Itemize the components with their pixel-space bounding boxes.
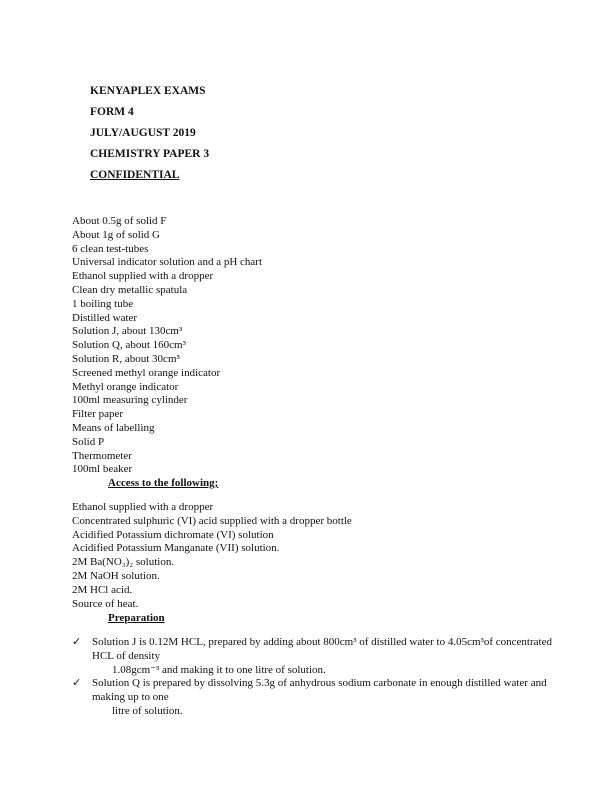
list-item: Universal indicator solution and a pH chart [72, 256, 263, 269]
list-item: Source of heat. [72, 597, 139, 610]
list-item: 6 clean test-tubes [72, 242, 149, 255]
header-paper: CHEMISTRY PAPER 3 [90, 148, 210, 160]
preparation-text: Solution J is 0.12M HCL, prepared by adding about 800cm³ of distilled water to 4.05cm³of concentrated HCL of density [92, 636, 552, 662]
list-item: About 1g of solid G [72, 228, 160, 241]
list-item: 100ml measuring cylinder [72, 394, 188, 407]
list-item: Methyl orange indicator [72, 380, 179, 393]
preparation-continuation: litre of solution. [112, 704, 183, 717]
list-item: Ethanol supplied with a dropper [72, 270, 214, 283]
preparation-item [72, 636, 552, 677]
list-item: Acidified Potassium dichromate (VI) solution [72, 528, 274, 541]
list-item: 100ml beaker [72, 463, 133, 476]
list-item: Solution R, about 30cm³ [72, 352, 180, 365]
access-heading: Access to the following; [108, 477, 219, 489]
preparation-list [72, 636, 552, 719]
list-item: Clean dry metallic spatula [72, 283, 188, 296]
apparatus-list [72, 215, 262, 477]
list-item: Solution J, about 130cm³ [72, 325, 183, 338]
header-date: JULY/AUGUST 2019 [90, 127, 196, 139]
list-item: 2M Ba(NO₃)₂ solution. [72, 556, 175, 569]
preparation-text: Solution Q is prepared by dissolving 5.3g of anhydrous sodium carbonate in enough distilled water and making up to one [92, 677, 547, 704]
list-item: Filter paper [72, 408, 124, 421]
list-item: Solution Q, about 160cm³ [72, 339, 186, 352]
list-item: 1 boiling tube [72, 297, 134, 310]
list-item: 2M HCl acid. [72, 583, 133, 596]
header-form: FORM 4 [90, 106, 134, 118]
check-icon: ✓ [72, 636, 82, 648]
list-item: Distilled water [72, 311, 138, 324]
list-item: Screened methyl orange indicator [72, 366, 221, 379]
list-item: Ethanol supplied with a dropper [72, 501, 214, 513]
access-list [72, 501, 352, 611]
preparation-continuation: 1.08gcm⁻³ and making it to one litre of solution. [112, 663, 326, 676]
list-item: About 0.5g of solid F [72, 215, 167, 227]
check-icon: ✓ [72, 677, 82, 690]
header-confidential: CONFIDENTIAL [90, 169, 180, 181]
list-item: Means of labelling [72, 421, 155, 434]
preparation-item [72, 677, 552, 718]
list-item: Solid P [72, 435, 105, 448]
list-item: Concentrated sulphuric (VI) acid supplied with a dropper bottle [72, 514, 352, 527]
list-item: Acidified Potassium Manganate (VII) solution. [72, 542, 280, 555]
list-item: Thermometer [72, 449, 132, 462]
list-item: 2M NaOH solution. [72, 569, 160, 582]
preparation-heading: Preparation [108, 612, 165, 624]
header-exam-body: KENYAPLEX EXAMS [90, 85, 206, 97]
